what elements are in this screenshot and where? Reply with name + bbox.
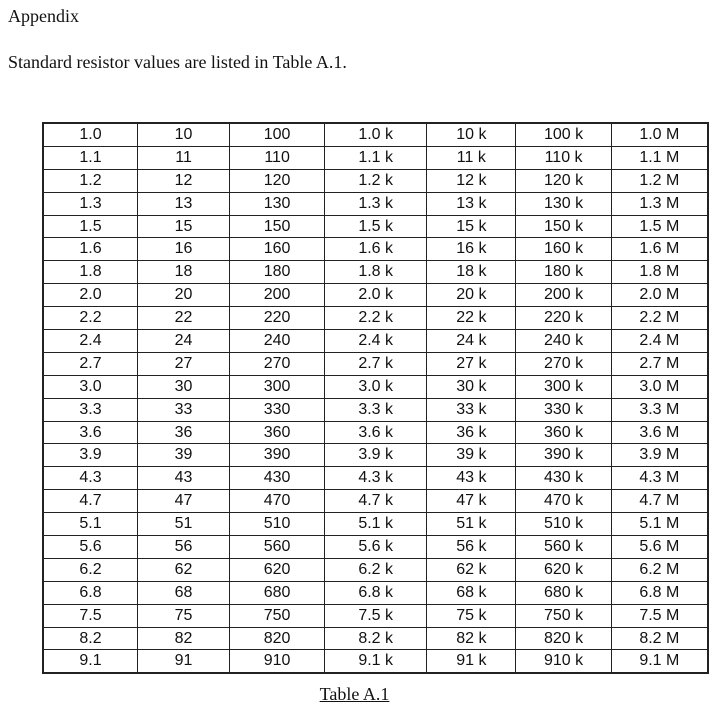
table-cell: 270 k [516,352,611,375]
table-cell: 5.6 [43,536,138,559]
table-cell: 11 k [427,146,516,169]
table-cell: 47 [138,490,230,513]
table-cell: 2.7 [43,352,138,375]
table-cell: 1.6 M [611,238,708,261]
table-row [43,421,708,444]
table-cell: 3.0 [43,375,138,398]
table-row [43,330,708,353]
table-cell: 620 k [516,558,611,581]
table-row [43,238,708,261]
table-cell: 300 k [516,375,611,398]
table-cell: 16 k [427,238,516,261]
table-cell: 62 [138,558,230,581]
table-row [43,398,708,421]
table-cell: 2.4 k [325,330,427,353]
table-cell: 130 k [516,192,611,215]
table-row [43,123,708,146]
table-cell: 2.7 k [325,352,427,375]
table-cell: 820 k [516,627,611,650]
table-cell: 22 k [427,307,516,330]
table-cell: 2.7 M [611,352,708,375]
table-cell: 4.3 k [325,467,427,490]
table-cell: 6.2 M [611,558,708,581]
table-cell: 110 [230,146,325,169]
table-cell: 130 [230,192,325,215]
table-cell: 240 k [516,330,611,353]
table-row [43,169,708,192]
table-cell: 9.1 M [611,650,708,673]
table-cell: 2.2 [43,307,138,330]
table-cell: 12 [138,169,230,192]
table-row [43,375,708,398]
table-cell: 82 [138,627,230,650]
table-row [43,215,708,238]
table-cell: 390 k [516,444,611,467]
table-cell: 7.5 k [325,604,427,627]
table-cell: 560 k [516,536,611,559]
table-cell: 1.0 k [325,123,427,146]
table-cell: 82 k [427,627,516,650]
table-cell: 1.1 k [325,146,427,169]
table-cell: 1.6 [43,238,138,261]
table-cell: 360 [230,421,325,444]
table-cell: 620 [230,558,325,581]
table-cell: 3.0 k [325,375,427,398]
table-cell: 200 [230,284,325,307]
table-cell: 18 [138,261,230,284]
table-cell: 7.5 M [611,604,708,627]
table-cell: 910 [230,650,325,673]
table-cell: 2.2 M [611,307,708,330]
table-row [43,490,708,513]
table-cell: 270 [230,352,325,375]
table-cell: 1.2 k [325,169,427,192]
table-cell: 75 k [427,604,516,627]
table-cell: 150 k [516,215,611,238]
table-cell: 13 k [427,192,516,215]
table-row [43,467,708,490]
table-cell: 2.0 [43,284,138,307]
table-cell: 100 k [516,123,611,146]
table-cell: 3.9 [43,444,138,467]
table-cell: 160 [230,238,325,261]
table-cell: 20 k [427,284,516,307]
table-cell: 5.1 k [325,513,427,536]
table-cell: 1.1 [43,146,138,169]
table-cell: 240 [230,330,325,353]
table-cell: 56 k [427,536,516,559]
table-cell: 4.7 k [325,490,427,513]
table-cell: 3.6 M [611,421,708,444]
table-cell: 22 [138,307,230,330]
table-row [43,604,708,627]
table-row [43,558,708,581]
table-cell: 150 [230,215,325,238]
table-cell: 1.8 [43,261,138,284]
table-row [43,536,708,559]
table-cell: 910 k [516,650,611,673]
table-cell: 10 k [427,123,516,146]
table-cell: 330 k [516,398,611,421]
table-cell: 6.8 k [325,581,427,604]
table-cell: 180 k [516,261,611,284]
table-cell: 430 k [516,467,611,490]
page-heading: Appendix [8,6,79,26]
table-cell: 4.3 [43,467,138,490]
table-cell: 1.6 k [325,238,427,261]
table-cell: 30 [138,375,230,398]
intro-paragraph: Standard resistor values are listed in Table A.1. [8,52,347,72]
table-cell: 1.0 [43,123,138,146]
table-cell: 8.2 k [325,627,427,650]
table-cell: 51 [138,513,230,536]
table-cell: 91 k [427,650,516,673]
table-cell: 1.8 k [325,261,427,284]
table-cell: 680 k [516,581,611,604]
table-cell: 100 [230,123,325,146]
table-cell: 2.4 M [611,330,708,353]
table-cell: 330 [230,398,325,421]
table-cell: 200 k [516,284,611,307]
table-cell: 9.1 [43,650,138,673]
table-cell: 5.1 M [611,513,708,536]
table-cell: 120 [230,169,325,192]
table-row [43,192,708,215]
table-row [43,284,708,307]
table-cell: 9.1 k [325,650,427,673]
table-cell: 2.4 [43,330,138,353]
table-cell: 3.0 M [611,375,708,398]
table-cell: 12 k [427,169,516,192]
table-cell: 20 [138,284,230,307]
table-cell: 220 [230,307,325,330]
table-cell: 10 [138,123,230,146]
table-row [43,307,708,330]
table-cell: 110 k [516,146,611,169]
table-cell: 1.2 M [611,169,708,192]
table-row [43,627,708,650]
table-cell: 3.3 M [611,398,708,421]
table-cell: 68 k [427,581,516,604]
table-cell: 47 k [427,490,516,513]
table-cell: 3.6 [43,421,138,444]
table-cell: 1.5 [43,215,138,238]
table-cell: 36 k [427,421,516,444]
table-row [43,352,708,375]
table-cell: 470 [230,490,325,513]
table-cell: 39 [138,444,230,467]
table-cell: 27 k [427,352,516,375]
table-cell: 43 k [427,467,516,490]
table-row [43,146,708,169]
table-caption-text: Table A.1 [319,684,390,704]
table-cell: 15 [138,215,230,238]
table-cell: 1.2 [43,169,138,192]
table-cell: 360 k [516,421,611,444]
table-cell: 2.0 M [611,284,708,307]
table-cell: 180 [230,261,325,284]
table-cell: 51 k [427,513,516,536]
table-row [43,444,708,467]
table-cell: 5.6 k [325,536,427,559]
table-cell: 68 [138,581,230,604]
table-cell: 24 [138,330,230,353]
table-cell: 8.2 [43,627,138,650]
table-row [43,513,708,536]
table-cell: 4.7 [43,490,138,513]
table-cell: 15 k [427,215,516,238]
table-cell: 36 [138,421,230,444]
table-cell: 33 k [427,398,516,421]
table-cell: 1.5 k [325,215,427,238]
table-cell: 11 [138,146,230,169]
table-cell: 7.5 [43,604,138,627]
table-cell: 3.6 k [325,421,427,444]
table-cell: 6.8 M [611,581,708,604]
table-cell: 750 k [516,604,611,627]
table-cell: 1.0 M [611,123,708,146]
table-cell: 27 [138,352,230,375]
table-cell: 56 [138,536,230,559]
table-cell: 300 [230,375,325,398]
table-cell: 3.9 k [325,444,427,467]
table-cell: 680 [230,581,325,604]
table-cell: 6.2 [43,558,138,581]
table-cell: 1.3 [43,192,138,215]
table-cell: 390 [230,444,325,467]
table-cell: 1.3 k [325,192,427,215]
table-cell: 1.5 M [611,215,708,238]
table-caption [0,684,709,705]
table-cell: 470 k [516,490,611,513]
table-cell: 3.3 [43,398,138,421]
table-row [43,581,708,604]
table-cell: 120 k [516,169,611,192]
table-cell: 30 k [427,375,516,398]
table-cell: 4.3 M [611,467,708,490]
table-cell: 62 k [427,558,516,581]
table-cell: 6.8 [43,581,138,604]
table-cell: 3.3 k [325,398,427,421]
table-cell: 5.1 [43,513,138,536]
table-cell: 8.2 M [611,627,708,650]
table-cell: 510 k [516,513,611,536]
table-cell: 160 k [516,238,611,261]
table-cell: 16 [138,238,230,261]
table-cell: 1.8 M [611,261,708,284]
table-cell: 24 k [427,330,516,353]
table-cell: 39 k [427,444,516,467]
table-cell: 820 [230,627,325,650]
table-cell: 560 [230,536,325,559]
table-cell: 43 [138,467,230,490]
table-cell: 2.0 k [325,284,427,307]
table-cell: 75 [138,604,230,627]
table-cell: 220 k [516,307,611,330]
table-cell: 6.2 k [325,558,427,581]
table-cell: 1.3 M [611,192,708,215]
table-cell: 1.1 M [611,146,708,169]
table-cell: 3.9 M [611,444,708,467]
table-cell: 750 [230,604,325,627]
table-cell: 18 k [427,261,516,284]
table-cell: 510 [230,513,325,536]
table-cell: 4.7 M [611,490,708,513]
table-cell: 5.6 M [611,536,708,559]
table-cell: 91 [138,650,230,673]
resistor-values-table [42,122,709,674]
table-cell: 13 [138,192,230,215]
table-body [43,123,708,673]
table-row [43,261,708,284]
table-cell: 2.2 k [325,307,427,330]
table-row [43,650,708,673]
table-cell: 430 [230,467,325,490]
table-cell: 33 [138,398,230,421]
